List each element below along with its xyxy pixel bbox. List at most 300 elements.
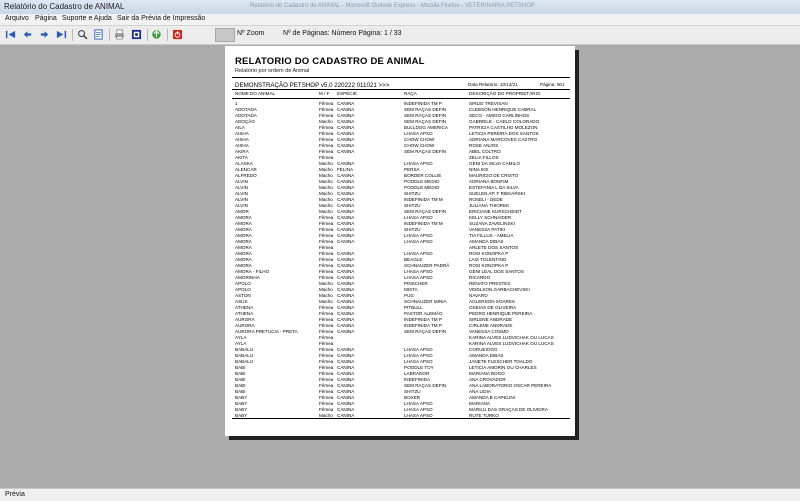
table-cell: ASTON	[235, 293, 251, 298]
table-cell: CANINA	[337, 257, 355, 262]
table-cell: Macho	[319, 167, 333, 172]
table-cell: Fêmea	[319, 149, 334, 154]
table-cell: Macho	[319, 173, 333, 178]
table-cell: AMANDA B CAPELINI	[469, 395, 515, 400]
divider	[232, 98, 570, 99]
table-cell: AMORA	[235, 251, 252, 256]
table-cell: ADOTADA	[235, 107, 257, 112]
table-cell: Fêmea	[319, 263, 334, 268]
table-cell: BEAGLE	[404, 257, 423, 262]
table-cell: GENI DA SILVA CAMILO	[469, 161, 520, 166]
column-header: RAÇA	[404, 91, 417, 96]
status-bar	[0, 488, 800, 501]
table-cell: PUG	[404, 293, 414, 298]
table-cell: ALASKA	[235, 161, 253, 166]
table-cell: INDEFINIDA TM M	[404, 221, 443, 226]
table-cell: LETICIA PEREIRA DOS SANTOS	[469, 131, 539, 136]
table-cell: AMORA	[235, 257, 252, 262]
table-cell: ERICIANE KURSCHEIDT	[469, 209, 522, 214]
table-cell: Fêmea	[319, 101, 334, 106]
table-cell: POODLE MEDIO	[404, 185, 440, 190]
table-cell: SCHNAUZER MINIA	[404, 299, 447, 304]
table-cell: Fêmea	[319, 245, 334, 250]
table-cell: BABI	[235, 365, 246, 370]
toolbar-separator	[167, 29, 168, 41]
table-cell: APOLO	[235, 281, 251, 286]
table-cell: RENATO PRESTES	[469, 281, 511, 286]
table-cell: BOXER	[404, 395, 421, 400]
table-cell: CANINA	[337, 389, 355, 394]
table-cell: CANINA	[337, 311, 355, 316]
table-cell: Fêmea	[319, 257, 334, 262]
table-cell: CANINA	[337, 203, 355, 208]
table-cell: Macho	[319, 197, 333, 202]
menu-pagina[interactable]: Página	[35, 15, 57, 22]
table-cell: Fêmea	[319, 407, 334, 412]
print-setup-icon	[131, 29, 142, 40]
table-cell: ROSI KONOPKA P	[469, 251, 509, 256]
report-subtitle: Relatório por ordem de Animal	[235, 68, 310, 74]
table-cell: Fêmea	[319, 131, 334, 136]
window-title-bar	[0, 0, 800, 15]
table-cell: ASUS	[235, 299, 248, 304]
table-cell: CANINA	[337, 131, 355, 136]
table-cell: ZELIA FILLOS	[469, 155, 499, 160]
zoom-icon	[77, 29, 88, 40]
export-icon	[151, 29, 162, 40]
table-cell: SUELEN AP. F RIEKARSKI	[469, 191, 526, 196]
table-cell: LABRADOR	[404, 371, 430, 376]
table-cell: Fêmea	[319, 221, 334, 226]
table-cell: KARINA ALVES LUDVICHAK OU LUCAS	[469, 341, 554, 346]
table-cell: CANINA	[337, 323, 355, 328]
table-cell: Fêmea	[319, 215, 334, 220]
table-cell: ADRIANA BONFIM	[469, 179, 509, 184]
page-view-button[interactable]	[92, 28, 105, 41]
table-cell: CHOW CHOW	[404, 143, 435, 148]
table-cell: Fêmea	[319, 269, 334, 274]
table-cell: CANINA	[337, 149, 355, 154]
table-cell: SHITZU	[404, 191, 421, 196]
table-cell: LHASA APSO	[404, 401, 433, 406]
table-cell: LAIS TOLENTINO	[469, 257, 507, 262]
first-page-icon	[5, 29, 16, 40]
zoom-input[interactable]	[215, 28, 235, 42]
table-cell: INDEFINIDA TM P	[404, 317, 442, 322]
menu-bar	[0, 14, 800, 26]
table-cell: BABI	[235, 389, 246, 394]
menu-arquivo[interactable]: Arquivo	[5, 15, 29, 22]
next-page-icon	[39, 29, 50, 40]
table-cell: Fêmea	[319, 341, 334, 346]
table-cell: AYLA	[235, 341, 247, 346]
table-cell: AMORA	[235, 221, 252, 226]
table-cell: BABI	[235, 371, 246, 376]
table-cell: CANINA	[337, 143, 355, 148]
table-cell: Fêmea	[319, 311, 334, 316]
table-cell: Fêmea	[319, 347, 334, 352]
table-cell: Fêmea	[319, 143, 334, 148]
table-cell: SUZANA ZAVELINSKI	[469, 221, 515, 226]
table-cell: GABRIELE - CAELO COLORADO	[469, 119, 540, 124]
table-cell: Fêmea	[319, 323, 334, 328]
next-page-button[interactable]	[38, 28, 51, 41]
report-demo-banner: DEMONSTRAÇÃO PETSHOP v5.0 220222 011021 >>>	[235, 82, 390, 89]
table-cell: AMORA	[235, 245, 252, 250]
table-cell: ESTEFANIA L DA SILVA	[469, 185, 519, 190]
table-cell: 1	[235, 101, 238, 106]
table-cell: ALVIN	[235, 191, 248, 196]
table-cell: CANINA	[337, 185, 355, 190]
table-cell: CANINA	[337, 329, 355, 334]
table-cell: CANINA	[337, 359, 355, 364]
table-cell: BABALU	[235, 347, 254, 352]
report-page-number: Página: 001	[540, 82, 565, 87]
table-cell: ALVIN	[235, 203, 248, 208]
table-cell: CANINA	[337, 101, 355, 106]
table-cell: SEM RAÇAS DEFIN	[404, 113, 447, 118]
table-cell: LHASA APSO	[404, 359, 433, 364]
table-cell: CANINA	[337, 263, 355, 268]
table-cell: CIRLENE ANDRADE	[469, 323, 513, 328]
table-cell: Fêmea	[319, 227, 334, 232]
table-cell: Macho	[319, 209, 333, 214]
table-cell: Fêmea	[319, 317, 334, 322]
table-cell: JANETE FLESCHER TOALDO	[469, 359, 533, 364]
table-cell: ATHENA	[235, 305, 254, 310]
table-cell: BULLDOG AMERICA	[404, 125, 448, 130]
table-cell: Macho	[319, 413, 333, 418]
table-cell: SHITZU	[404, 227, 421, 232]
menu-sair-previa[interactable]: Sair da Prévia de Impressão	[117, 15, 206, 22]
table-cell: LHASA APSO	[404, 251, 433, 256]
table-cell: CANINA	[337, 215, 355, 220]
table-cell: CANINA	[337, 275, 355, 280]
table-cell: BABI	[235, 377, 246, 382]
exit-button[interactable]	[171, 28, 184, 41]
table-cell: ALVIN	[235, 185, 248, 190]
report-page	[225, 46, 575, 436]
table-cell: Fêmea	[319, 251, 334, 256]
table-cell: BABY	[235, 395, 248, 400]
table-cell: Fêmea	[319, 395, 334, 400]
table-cell: TIA FILLUS - AMELIA	[469, 233, 514, 238]
table-cell: ANA LIDIA	[469, 389, 491, 394]
table-cell: LETICIA AMORIN OU CHARLES	[469, 365, 537, 370]
table-cell: LHASA APSO	[404, 407, 433, 412]
table-cell: FELINA	[337, 167, 354, 172]
table-cell: CANINA	[337, 179, 355, 184]
table-cell: CANINA	[337, 299, 355, 304]
table-cell: NINA IKE	[469, 167, 489, 172]
table-cell: ROSI KONOPKA P	[469, 263, 509, 268]
table-cell: PEDRO HENRIQUE PEREIRA	[469, 311, 533, 316]
print-setup-button[interactable]	[130, 28, 143, 41]
table-cell: SIRLENE ANDRADE	[469, 317, 513, 322]
table-cell: LHASA APSO	[404, 161, 433, 166]
table-cell: Fêmea	[319, 107, 334, 112]
toolbar-separator	[109, 29, 110, 41]
table-cell: CANINA	[337, 137, 355, 142]
table-cell: CANINA	[337, 347, 355, 352]
table-cell: Fêmea	[319, 113, 334, 118]
table-cell: AURORA	[235, 323, 255, 328]
table-cell: INDEFINIDA TM P	[404, 323, 442, 328]
table-cell: SHITZU	[404, 389, 421, 394]
table-cell: Macho	[319, 119, 333, 124]
table-cell: MARIANA BOGO	[469, 371, 505, 376]
zoom-label: Nº Zoom	[237, 30, 265, 37]
table-cell: CANINA	[337, 251, 355, 256]
zoom-button[interactable]	[76, 28, 89, 41]
table-cell: PINSCHER	[404, 281, 428, 286]
table-cell: AURORA PRETUCIA - PRETA	[235, 329, 298, 334]
table-cell: AISHA	[235, 131, 249, 136]
table-cell: BABY	[235, 401, 248, 406]
report-date: Data Relatório: 10/12/21	[468, 82, 518, 87]
table-cell: LHASA APSO	[404, 215, 433, 220]
table-cell: Fêmea	[319, 137, 334, 142]
table-cell: AURORA	[235, 317, 255, 322]
table-cell: AILA	[235, 125, 245, 130]
previous-page-button[interactable]	[21, 28, 34, 41]
table-cell: LHASA APSO	[404, 347, 433, 352]
table-cell: SEM RAÇAS DEFIN	[404, 209, 447, 214]
table-cell: ROSELI - DEDE	[469, 197, 503, 202]
table-cell: AKIRA	[235, 149, 249, 154]
table-cell: CANINA	[337, 233, 355, 238]
table-cell: CANINA	[337, 281, 355, 286]
table-cell: MAURICIO DE CRISTO	[469, 173, 519, 178]
column-header: ESPÉCIE	[337, 91, 357, 96]
table-cell: CLEBSON HENRIQUE CABRAL	[469, 107, 537, 112]
table-cell: VANESSA PATIKI	[469, 227, 506, 232]
table-cell: MARILU DAS GRAÇAS DE OLIVEIRA	[469, 407, 548, 412]
table-cell: CANINA	[337, 401, 355, 406]
table-cell: AMORA - FILHO	[235, 269, 270, 274]
table-cell: CANINA	[337, 353, 355, 358]
table-cell: Macho	[319, 299, 333, 304]
table-cell: CANINA	[337, 107, 355, 112]
table-cell: LHASA APSO	[404, 239, 433, 244]
table-cell: CHOW CHOW	[404, 137, 435, 142]
table-cell: CANINA	[337, 161, 355, 166]
table-header	[235, 91, 570, 97]
table-cell: ARLETE DOS SANTOS	[469, 245, 519, 250]
table-cell: ADOÇÃO	[235, 119, 255, 124]
table-cell: ROSE ANJOS	[469, 143, 499, 148]
table-cell: SECO - AMIGO CARLINHOS	[469, 113, 530, 118]
first-page-button[interactable]	[4, 28, 17, 41]
last-page-button[interactable]	[55, 28, 68, 41]
table-cell: ANA LABORATORIO OSCAR PEREIRA	[469, 383, 552, 388]
table-cell: BABY	[235, 407, 248, 412]
table-cell: CANINA	[337, 221, 355, 226]
table-cell: Macho	[319, 161, 333, 166]
table-cell: Fêmea	[319, 401, 334, 406]
table-cell: ABEL COLTRO	[469, 149, 501, 154]
table-cell: SCHNAUZER PADRÃ	[404, 263, 450, 268]
column-header: M / F	[319, 91, 330, 96]
table-cell: AMORA	[235, 233, 252, 238]
table-cell: LHASA APSO	[404, 233, 433, 238]
table-cell: CANINA	[337, 119, 355, 124]
table-cell: Fêmea	[319, 329, 334, 334]
report-title: RELATORIO DO CADASTRO DE ANIMAL	[235, 56, 425, 67]
table-cell: AMORA	[235, 239, 252, 244]
table-cell: GENI LEAL DOS SANTOS	[469, 269, 524, 274]
table-cell: CORUEIOGG	[469, 347, 498, 352]
table-cell: PITBULL	[404, 305, 423, 310]
table-cell: LHASA APSO	[404, 413, 433, 418]
table-cell: CANINA	[337, 239, 355, 244]
table-cell: BABY	[235, 413, 248, 418]
table-cell: ALFREDO	[235, 173, 257, 178]
table-cell: SEM RAÇAS DEFIN	[404, 107, 447, 112]
table-cell: ADRIANA MARCOVES CASTRO	[469, 137, 538, 142]
table-cell: Fêmea	[319, 389, 334, 394]
table-cell: AISHA	[235, 137, 249, 142]
table-cell: AMANDA DIBAS	[469, 353, 504, 358]
table-cell: INDEFINIDA	[404, 377, 431, 382]
table-cell: Macho	[319, 203, 333, 208]
table-cell: Macho	[319, 179, 333, 184]
table-cell: AMOR	[235, 209, 249, 214]
table-cell: Fêmea	[319, 335, 334, 340]
table-cell: Fêmea	[319, 383, 334, 388]
window-title-shadow-text: Relatório do Cadastro de ANIMAL - Microsoft Outlook Express - Mozilla Firefox - VETERINARIA PETSHOP	[250, 3, 535, 9]
table-cell: CANINA	[337, 227, 355, 232]
last-page-icon	[56, 29, 67, 40]
table-cell: CANINA	[337, 317, 355, 322]
table-cell: SIRLEI TREVISAN	[469, 101, 508, 106]
page-count-label: Nº de Páginas: Número Página: 1 / 33	[283, 30, 402, 37]
table-cell: VANESSA COSMO	[469, 329, 509, 334]
table-cell: KELLY SCHNAIDER	[469, 215, 512, 220]
table-cell: Fêmea	[319, 353, 334, 358]
table-cell: JULIANA THIOREK	[469, 203, 510, 208]
table-cell: CANINA	[337, 197, 355, 202]
table-cell: APOLO	[235, 287, 251, 292]
table-cell: LHASA APSO	[404, 269, 433, 274]
print-icon	[114, 29, 125, 40]
table-cell: AMORA	[235, 227, 252, 232]
table-cell: RICARDO	[469, 275, 491, 280]
table-cell: CANINA	[337, 407, 355, 412]
table-cell: KARINA ALVES LUDVICHAK OU LUCAS	[469, 335, 554, 340]
table-cell: CANINA	[337, 371, 355, 376]
table-cell: CANINA	[337, 269, 355, 274]
table-cell: BABI	[235, 383, 246, 388]
table-cell: VEIDLSON GARBACHEVSKI	[469, 287, 530, 292]
table-cell: ALVIN	[235, 179, 248, 184]
table-cell: INDEFINIDA TM M	[404, 197, 443, 202]
exit-icon	[172, 29, 183, 40]
table-cell: SEM RAÇAS DEFIN	[404, 383, 447, 388]
table-cell: AISHA	[235, 143, 249, 148]
table-cell: RUTE TURKO	[469, 413, 499, 418]
table-cell: LHASA APSO	[404, 131, 433, 136]
table-cell: POODLE TOY	[404, 365, 434, 370]
table-cell: Fêmea	[319, 305, 334, 310]
table-cell: MARIANA	[469, 401, 490, 406]
menu-suporte-ajuda[interactable]: Suporte e Ajuda	[62, 15, 112, 22]
table-cell: Fêmea	[319, 275, 334, 280]
table-cell: NAVARO	[469, 293, 488, 298]
table-cell: AMORA	[235, 263, 252, 268]
table-cell: BABALU	[235, 359, 254, 364]
table-cell: ANA CROVADOR	[469, 377, 506, 382]
table-cell: CANINA	[337, 293, 355, 298]
table-cell: Fêmea	[319, 365, 334, 370]
table-cell: CANINA	[337, 395, 355, 400]
table-cell: Macho	[319, 293, 333, 298]
table-cell: AKITA	[235, 155, 248, 160]
table-cell: Fêmea	[319, 371, 334, 376]
table-cell: ALVIN	[235, 197, 248, 202]
table-cell: PERSA	[404, 167, 420, 172]
table-cell: AGLERSON SOARES	[469, 299, 515, 304]
toolbar-separator	[72, 29, 73, 41]
export-button[interactable]	[150, 28, 163, 41]
table-cell: SEM RAÇAS DEFIN	[404, 119, 447, 124]
table-cell: CANINA	[337, 113, 355, 118]
divider	[232, 89, 570, 90]
table-cell: AYLA	[235, 335, 247, 340]
table-cell: CANINA	[337, 305, 355, 310]
table-cell: Macho	[319, 191, 333, 196]
table-cell: CANINA	[337, 365, 355, 370]
table-cell: SHITZU	[404, 203, 421, 208]
table-cell: CANINA	[337, 377, 355, 382]
table-cell: CANINA	[337, 287, 355, 292]
table-cell: CANINA	[337, 125, 355, 130]
print-button[interactable]	[113, 28, 126, 41]
table-cell: POODLE MEDIO	[404, 179, 440, 184]
table-cell: ATHENA	[235, 311, 254, 316]
status-text: Prévia	[5, 491, 25, 498]
table-cell: BABALU	[235, 353, 254, 358]
divider	[232, 77, 570, 78]
table-cell: LHASA APSO	[404, 353, 433, 358]
table-cell: PATRICIA CASTILHO MOLEZON	[469, 125, 538, 130]
table-cell: Fêmea	[319, 233, 334, 238]
table-cell: BORDER COLLIE	[404, 173, 442, 178]
table-cell: AMANDA DIBAS	[469, 239, 504, 244]
window-title: Relatório do Cadastro de ANIMAL	[4, 2, 125, 11]
divider	[232, 418, 570, 419]
table-cell: ALENCAR	[235, 167, 257, 172]
column-header: DESCRIÇÃO DO PROPRIETÁRIO	[469, 91, 541, 96]
table-cell: OSEIAS DE OLIVEIRA	[469, 305, 517, 310]
table-cell: MISTA	[404, 287, 418, 292]
table-cell: CANINA	[337, 191, 355, 196]
table-cell: Macho	[319, 287, 333, 292]
table-cell: Macho	[319, 185, 333, 190]
table-cell: AMORA	[235, 215, 252, 220]
table-cell: Fêmea	[319, 359, 334, 364]
table-cell: INDEFINIDA TM P	[404, 101, 442, 106]
table-cell: SEM RAÇAS DEFIN	[404, 329, 447, 334]
table-cell: CANINA	[337, 383, 355, 388]
page-view-icon	[93, 29, 104, 40]
table-cell: SEM RAÇAS DEFIN	[404, 149, 447, 154]
table-cell: CANINA	[337, 413, 355, 418]
previous-page-icon	[22, 29, 33, 40]
toolbar-separator	[147, 29, 148, 41]
table-cell: Macho	[319, 281, 333, 286]
table-cell: Fêmea	[319, 377, 334, 382]
